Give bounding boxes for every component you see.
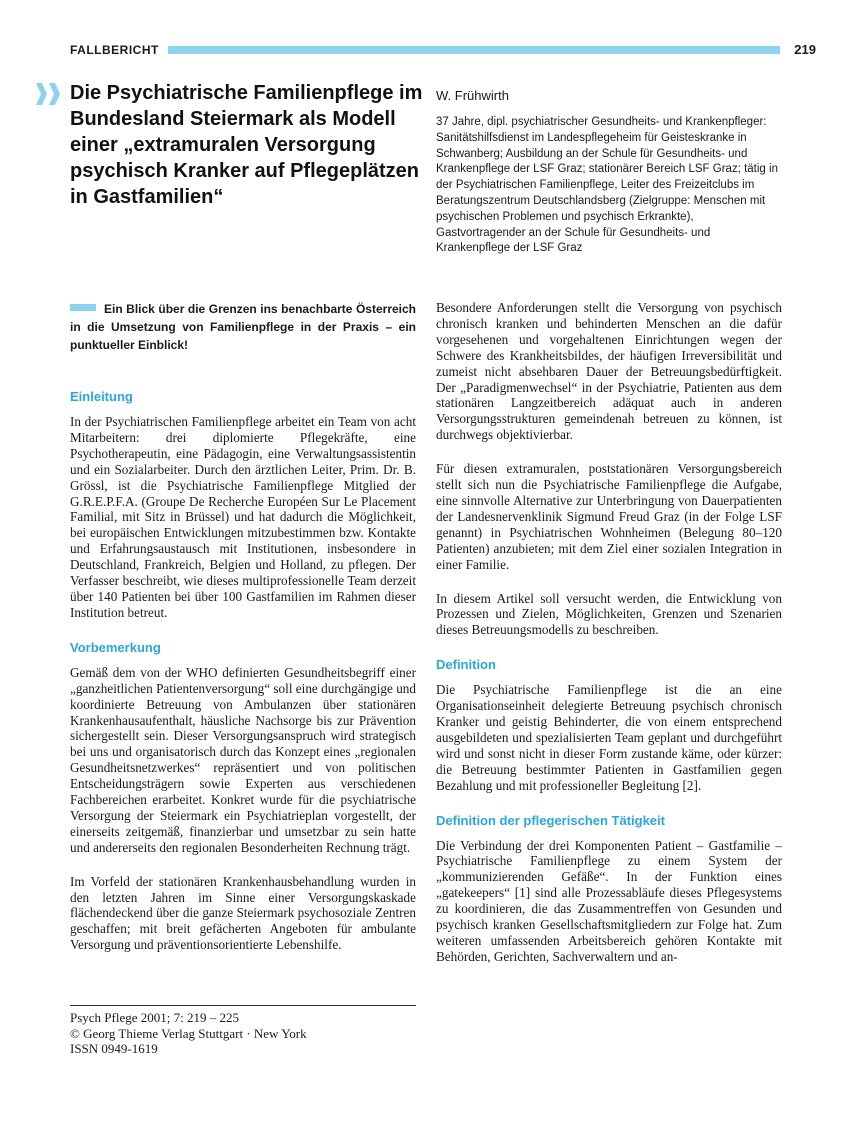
double-chevron-quote-icon: [35, 80, 63, 108]
paragraph: Besondere Anforderungen stellt die Versorgung von psychisch chronisch kranken und behinderten Menschen an die dafür vorgesehenen und vorgehaltenen Einrichtungen wegen der Schwere des Krankheitsbildes, der häufigen Irreversibilität und zumeist nicht absehbaren Dauer der Betreuungsbedürftigkeit. Der „Paradigmenwechsel“ in der Psychiatrie, Patienten aus dem stationären Langzeitbereich adäquat auch in anderen Versorgungsstrukturen gemeindenah betreuen zu können, ist durchwegs objektivierbar.: [436, 300, 782, 443]
publisher-line: © Georg Thieme Verlag Stuttgart · New York: [70, 1025, 307, 1041]
right-column: [436, 300, 782, 983]
paragraph: Für diesen extramuralen, poststationären Versorgungsbereich stellt sich nun die Psychiatrische Familienpflege die Aufgabe, eine sinnvolle Alternative zur Unterbringung von Dauerpatienten der Landesnervenklinik Sigmund Freud Graz (in der Folge LSF genannt) in Psychiatrischen Wohnheimen (Belegung 80–120 Patienten) anzubieten; mit dem Ziel einer sozialen Integration in einer Familie.: [436, 461, 782, 572]
paragraph: In der Psychiatrischen Familienpflege arbeitet ein Team von acht Mitarbeitern: drei diplomierte Pflegekräfte, eine Psychotherapeutin, eine Pädagogin, eine Verwaltungsassistentin und ein Sozialarbeiter. Durch den ärztlichen Leiter, Prim. Dr. B. Grössl, ist die Psychiatrische Familienpflege Mitglied der G.R.E.P.F.A. (Groupe De Recherche Européen Sur Le Placement Familial, mit Sitz in Brüssel) und hat dadurch die Möglichkeit, bei europäischen Entwicklungen mitzubestimmen bzw. Kontakte und Erfahrungsaustausch mit Institutionen, insbesondere in Deutschland, Frankreich, Belgien und Holland, zu pflegen. Der Verfasser beschreibt, wie dieses multiprofessionelle Team derzeit über 140 Patienten bei über 100 Gastfamilien im Rahmen dieser Institution betreut.: [70, 414, 416, 620]
paragraph: In diesem Artikel soll versucht werden, die Entwicklung von Prozessen und Zielen, Möglichkeiten, Grenzen und Szenarien dieses Betreuungsmodells zu beschreiben.: [436, 590, 782, 638]
running-header: [70, 41, 816, 59]
paragraph: Die Verbindung der drei Komponenten Patient – Gastfamilie – Psychiatrische Familienpflege zu einem System der „kommunizierenden Gefäße“. In der Funktion eines „gatekeepers“ [1] sind alle Prozessabläufe dieses Pflegesystems zu koordinieren, die das Zusammentreffen von Gesunden und psychisch kranken Gesellschaftsmitgliedern zur Folge hat. Zum weiteren umfassenden Arbeitsbereich gehören Kontakte mit Behörden, Gerichten, Sachverwaltern und an-: [436, 837, 782, 964]
heading-pflegerische-taetigkeit: Definition der pflegerischen Tätigkeit: [436, 812, 665, 828]
author-bio: 37 Jahre, dipl. psychiatrischer Gesundheits- und Krankenpfleger: Sanitätshilfsdienst im Landespflegeheim für Geisteskranke in Schwanberg; Ausbildung an der Schule für Gesundheits- und Krankenpflege der LSF Graz; stationärer Bereich LSF Graz; tätig in der Psychiatrischen Familienpflege, Leiter des Freizeitclubs im Beratungszentrum Deutschlandsberg (Zielgruppe: Menschen mit psychischen Problemen und psychisch Erkrankte), Gastvortragender an der Schule für Gesundheits- und Krankenpflege der LSF Graz: [436, 116, 778, 255]
heading-definition: Definition: [436, 657, 496, 673]
teaser-text: Ein Blick über die Grenzen ins benachbarte Österreich in die Umsetzung von Familienpflege in der Praxis – ein punktueller Einblick!: [70, 302, 416, 352]
page-number: 219: [794, 42, 816, 57]
teaser-accent-bar: [70, 304, 96, 311]
paragraph-continued: Im Vorfeld der stationären Krankenhausbehandlung wurden in den letzten Jahren im Sinne einer Versorgungskaskade flächendeckend über die ganze Steiermark psychosoziale Zentren geschaffen; mit breit gefächerten Angeboten für ambulante Versorgung und präventionsorientierte Lebenshilfe.: [70, 873, 416, 953]
journal-citation: Psych Pflege 2001; 7: 219 – 225: [70, 1010, 239, 1025]
heading-einleitung: Einleitung: [70, 389, 133, 404]
section-label: FALLBERICHT: [70, 43, 159, 57]
header-accent-bar: [168, 46, 780, 54]
citation-footer: [70, 1005, 416, 1057]
paragraph: Gemäß dem von der WHO definierten Gesundheitsbegriff einer „ganzheitlichen Patientenversorgung“ soll eine durchgängige und koordinierte Betreuung von Ambulanzen über stationären Krankenhausaufenthalt, häusliche Nachsorge bis zur Prävention sichergestellt sein. Dieser Versorgungsanspruch wird strategisch bei uns und organisatorisch durch das Konzept eines „regionalen Gesundheitsnetzwerkes“ repräsentiert und von politischen Entscheidungsträgern sowie Experten aus verschiedenen Fachbereichen erarbeitet. Konkret wurde für die psychiatrische Versorgung der Steiermark ein Psychiatrieplan vorgestellt, der einerseits zeitgemäß, finanzierbar und umsetzbar zu sein hatte und andererseits den regionalen Besonderheiten Rechnung trägt.: [70, 664, 416, 855]
teaser: [70, 300, 416, 354]
article-title: Die Psychiatrische Familienpflege im Bundesland Steiermark als Modell einer „extramuralen Versorgung psychisch Kranker auf Pflegeplätzen in Gastfamilien“: [70, 82, 423, 208]
issn-line: ISSN 0949-1619: [70, 1041, 158, 1056]
paragraph: Die Psychiatrische Familienpflege ist die an eine Organisationseinheit delegierte Betreuung psychisch chronisch Kranker und geistig Behinderter, die von einem entsprechend ausgebildeten und spezialisierten Team geplant und durchgeführt wird und sonst nicht in dieser Form zustande käme, oder kürzer: die Betreuung bestimmter Patienten in Gastfamilien gegen Bezahlung und mit professioneller Begleitung [2].: [436, 682, 782, 793]
heading-vorbemerkung: Vorbemerkung: [70, 639, 161, 655]
left-column: [70, 300, 416, 971]
author-name: W. Frühwirth: [436, 88, 509, 103]
